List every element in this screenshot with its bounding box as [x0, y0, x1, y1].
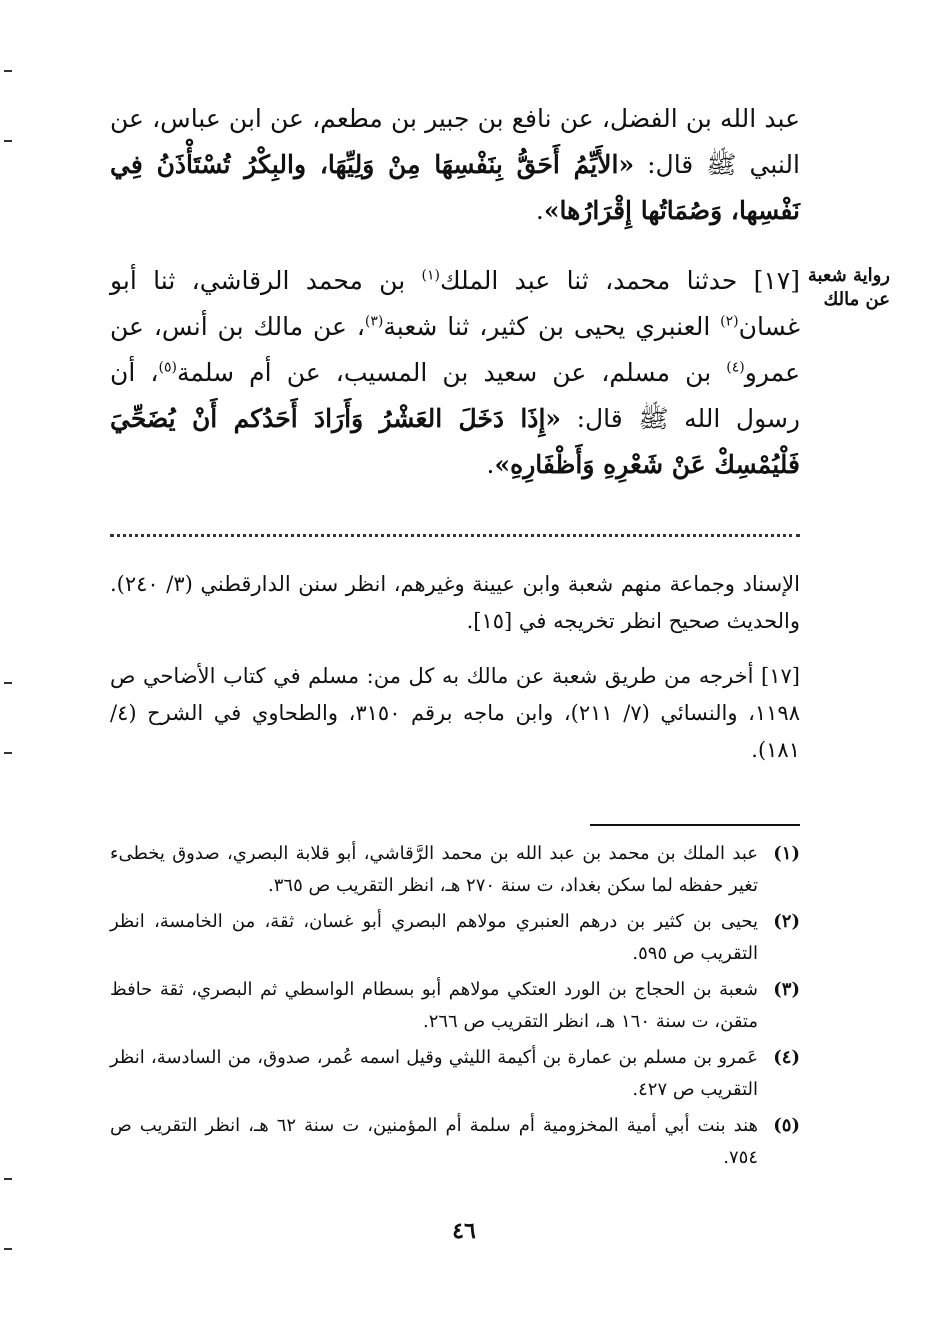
footnote-number: (٢) [773, 911, 800, 932]
main-text [110, 96, 800, 488]
hadith-quote: «إِذَا دَخَلَ العَشْرُ وَأَرَادَ أَحَدُكم أَنْ يُضَحِّيَ فَلْيُمْسِكْ عَنْ شَعْرِهِ وَأَظْفَارِهِ» [110, 404, 800, 479]
footnote-number: (٣) [773, 979, 800, 1000]
isnad-text: العنبري يحيى بن كثير، ثنا شعبة [383, 312, 721, 341]
commentary-paragraph: الإسناد وجماعة منهم شعبة وابن عيينة وغيرهم، انظر سنن الدارقطني (٣/ ٢٤٠). والحديث صحيح انظر تخريجه في [١٥]. [110, 572, 800, 633]
dotted-separator [110, 534, 800, 537]
hadith-paragraph-17 [110, 258, 800, 488]
footnote [110, 974, 800, 1038]
footnote-ref[interactable]: (٣) [364, 313, 384, 330]
footnote-text: يحيى بن كثير بن درهم العنبري مولاهم البصري أبو غسان، ثقة، من الخامسة، انظر التقريب ص ٥٩٥. [110, 911, 758, 964]
commentary-paragraph: [١٧] أخرجه من طريق شعبة عن مالك به كل من: مسلم في كتاب الأضاحي ص ١١٩٨، والنسائي (٧/ ٢١١)، وابن ماجه برقم ٣١٥٠، والطحاوي في الشرح (٤/ ١٨١). [110, 664, 800, 762]
footnote [110, 1042, 800, 1106]
isnad-text: عبد الله بن الفضل، عن نافع بن جبير بن مطعم، عن ابن عباس، عن النبي ﷺ قال: [110, 104, 800, 179]
hadith-quote: «الأَيِّمُ أَحَقُّ بِنَفْسِهَا مِنْ وَلِيِّهَا، والبِكْرُ تُسْتَأْذَنُ فِي نَفْسِها، وَصُمَاتُها إِقْرَارُها» [110, 150, 800, 225]
commentary-notes [110, 566, 800, 769]
footnote-ref[interactable]: (١) [421, 267, 440, 284]
footnote [110, 1110, 800, 1174]
scan-edge-mark [4, 752, 12, 754]
scan-edge-mark [4, 70, 12, 72]
footnote-ref[interactable]: (٤) [726, 359, 745, 376]
isnad-text: بن محمد الرقاشي، ثنا أبو غسان [110, 266, 800, 341]
footnote-number: (٤) [773, 1047, 800, 1068]
footnote-ref[interactable]: (٢) [720, 313, 739, 330]
scan-edge-mark [4, 1248, 12, 1250]
sentence-end: . [535, 196, 544, 225]
isnad-text: ، عن مالك بن أنس، عن عمرو [110, 312, 800, 387]
footnote-text: عبد الملك بن محمد بن عبد الله بن محمد الرَّقاشي، أبو قلابة البصري، صدوق يخطىء تغير حفظه لما سكن بغداد، ت سنة ٢٧٠ هـ، انظر التقريب ص ٣٦٥. [110, 843, 758, 896]
footnote-rule [590, 824, 800, 826]
footnote [110, 838, 800, 902]
footnote [110, 906, 800, 970]
scan-edge-mark [4, 682, 12, 684]
footnote-number: (٥) [773, 1115, 800, 1136]
page-number: ٤٦ [452, 1218, 476, 1244]
footnote-number: (١) [773, 843, 800, 864]
scan-edge-mark [4, 1178, 12, 1180]
margin-note-line: عن مالك [823, 289, 890, 310]
margin-note [805, 264, 890, 312]
footnote-ref[interactable]: (٥) [158, 359, 177, 376]
isnad-text: ، أن رسول الله ﷺ قال: [110, 358, 800, 433]
isnad-text: [١٧] حدثنا محمد، ثنا عبد الملك [439, 266, 800, 295]
isnad-text: بن مسلم، عن سعيد بن المسيب، عن أم سلمة [176, 358, 727, 387]
footnote-text: عَمرو بن مسلم بن عمارة بن أكيمة الليثي وقيل اسمه عُمر، صدوق، من السادسة، انظر التقريب ص ٤٢٧. [110, 1047, 758, 1100]
footnotes [110, 838, 800, 1178]
sentence-end: . [486, 450, 495, 479]
margin-note-line: رواية شعبة [807, 265, 890, 286]
hadith-paragraph-16-end [110, 96, 800, 234]
footnote-text: هند بنت أبي أمية المخزومية أم سلمة أم المؤمنين، ت سنة ٦٢ هـ، انظر التقريب ص ٧٥٤. [110, 1115, 758, 1168]
scan-edge-mark [4, 140, 12, 142]
footnote-text: شعبة بن الحجاج بن الورد العتكي مولاهم أبو بسطام الواسطي ثم البصري، ثقة حافظ متقن، ت سنة ١٦٠ هـ، انظر التقريب ص ٢٦٦. [110, 979, 758, 1032]
